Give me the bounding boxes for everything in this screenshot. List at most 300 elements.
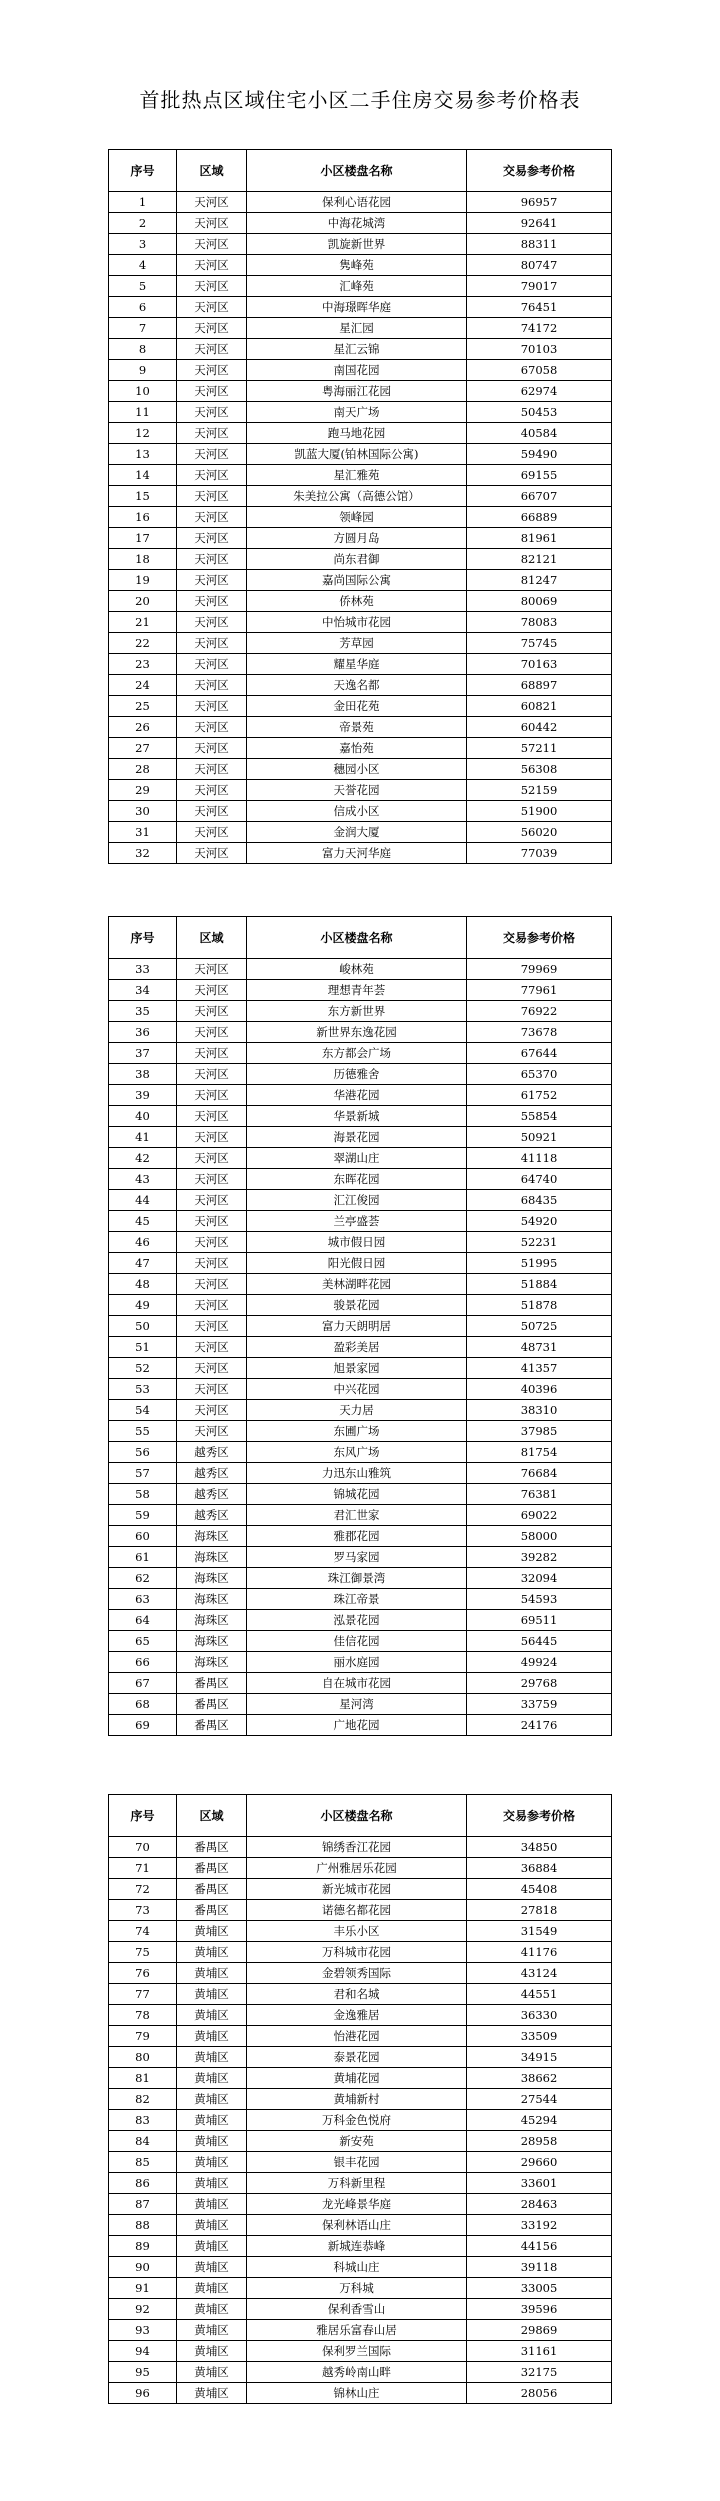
table-row xyxy=(109,549,612,570)
reference-price-cell: 77039 xyxy=(467,843,612,864)
estate-name-cell: 诺德名都花园 xyxy=(247,1900,467,1921)
reference-price-cell: 31161 xyxy=(467,2341,612,2362)
reference-price-cell: 77961 xyxy=(467,980,612,1001)
district-cell: 天河区 xyxy=(177,1379,247,1400)
district-cell: 天河区 xyxy=(177,591,247,612)
estate-name-cell: 天逸名都 xyxy=(247,675,467,696)
serial-number-cell: 80 xyxy=(109,2047,177,2068)
reference-price-cell: 45294 xyxy=(467,2110,612,2131)
district-cell: 黄埔区 xyxy=(177,1984,247,2005)
reference-price-cell: 34915 xyxy=(467,2047,612,2068)
table-row xyxy=(109,1505,612,1526)
serial-number-cell: 76 xyxy=(109,1963,177,1984)
serial-number-cell: 2 xyxy=(109,213,177,234)
estate-name-cell: 罗马家园 xyxy=(247,1547,467,1568)
reference-price-cell: 56020 xyxy=(467,822,612,843)
serial-number-cell: 8 xyxy=(109,339,177,360)
reference-price-cell: 24176 xyxy=(467,1715,612,1736)
estate-name-cell: 珠江御景湾 xyxy=(247,1568,467,1589)
reference-price-cell: 68897 xyxy=(467,675,612,696)
estate-name-cell: 锦城花园 xyxy=(247,1484,467,1505)
serial-number-cell: 9 xyxy=(109,360,177,381)
district-cell: 天河区 xyxy=(177,612,247,633)
district-cell: 黄埔区 xyxy=(177,2026,247,2047)
estate-name-cell: 中兴花园 xyxy=(247,1379,467,1400)
district-cell: 黄埔区 xyxy=(177,2110,247,2131)
serial-number-cell: 81 xyxy=(109,2068,177,2089)
table-row xyxy=(109,1921,612,1942)
serial-number-cell: 82 xyxy=(109,2089,177,2110)
district-cell: 天河区 xyxy=(177,234,247,255)
serial-number-cell: 38 xyxy=(109,1064,177,1085)
table-row xyxy=(109,1274,612,1295)
reference-price-cell: 52231 xyxy=(467,1232,612,1253)
serial-number-cell: 68 xyxy=(109,1694,177,1715)
table-row xyxy=(109,1963,612,1984)
table-row xyxy=(109,213,612,234)
estate-name-cell: 跑马地花园 xyxy=(247,423,467,444)
district-cell: 黄埔区 xyxy=(177,2131,247,2152)
serial-number-cell: 40 xyxy=(109,1106,177,1127)
table-row xyxy=(109,381,612,402)
reference-price-cell: 49924 xyxy=(467,1652,612,1673)
reference-price-cell: 73678 xyxy=(467,1022,612,1043)
district-cell: 黄埔区 xyxy=(177,2152,247,2173)
header-serial-number: 序号 xyxy=(109,1795,177,1837)
reference-price-cell: 34850 xyxy=(467,1837,612,1858)
estate-name-cell: 领峰园 xyxy=(247,507,467,528)
serial-number-cell: 45 xyxy=(109,1211,177,1232)
serial-number-cell: 31 xyxy=(109,822,177,843)
estate-name-cell: 雅郡花园 xyxy=(247,1526,467,1547)
district-cell: 海珠区 xyxy=(177,1526,247,1547)
estate-name-cell: 越秀岭南山畔 xyxy=(247,2362,467,2383)
reference-price-cell: 32175 xyxy=(467,2362,612,2383)
page-title: 首批热点区域住宅小区二手住房交易参考价格表 xyxy=(139,88,581,112)
estate-name-cell: 天誉花园 xyxy=(247,780,467,801)
district-cell: 海珠区 xyxy=(177,1568,247,1589)
estate-name-cell: 嘉怡苑 xyxy=(247,738,467,759)
district-cell: 天河区 xyxy=(177,1064,247,1085)
district-cell: 天河区 xyxy=(177,1253,247,1274)
district-cell: 番禺区 xyxy=(177,1900,247,1921)
district-cell: 黄埔区 xyxy=(177,2383,247,2404)
district-cell: 越秀区 xyxy=(177,1442,247,1463)
reference-price-cell: 48731 xyxy=(467,1337,612,1358)
table-row xyxy=(109,276,612,297)
reference-price-cell: 51878 xyxy=(467,1295,612,1316)
estate-name-cell: 东圃广场 xyxy=(247,1421,467,1442)
table-row xyxy=(109,2236,612,2257)
table-row xyxy=(109,1022,612,1043)
serial-number-cell: 64 xyxy=(109,1610,177,1631)
district-cell: 天河区 xyxy=(177,1085,247,1106)
district-cell: 黄埔区 xyxy=(177,2068,247,2089)
reference-price-cell: 29768 xyxy=(467,1673,612,1694)
table-row xyxy=(109,528,612,549)
reference-price-cell: 67644 xyxy=(467,1043,612,1064)
serial-number-cell: 48 xyxy=(109,1274,177,1295)
serial-number-cell: 87 xyxy=(109,2194,177,2215)
serial-number-cell: 47 xyxy=(109,1253,177,1274)
serial-number-cell: 83 xyxy=(109,2110,177,2131)
serial-number-cell: 21 xyxy=(109,612,177,633)
reference-price-cell: 33509 xyxy=(467,2026,612,2047)
serial-number-cell: 19 xyxy=(109,570,177,591)
estate-name-cell: 中海璟晖华庭 xyxy=(247,297,467,318)
reference-price-cell: 76684 xyxy=(467,1463,612,1484)
estate-name-cell: 理想青年荟 xyxy=(247,980,467,1001)
table-row xyxy=(109,2362,612,2383)
district-cell: 天河区 xyxy=(177,1148,247,1169)
reference-price-cell: 33759 xyxy=(467,1694,612,1715)
reference-price-cell: 31549 xyxy=(467,1921,612,1942)
district-cell: 天河区 xyxy=(177,801,247,822)
estate-name-cell: 旭景家园 xyxy=(247,1358,467,1379)
table-row xyxy=(109,2215,612,2236)
serial-number-cell: 59 xyxy=(109,1505,177,1526)
serial-number-cell: 84 xyxy=(109,2131,177,2152)
district-cell: 黄埔区 xyxy=(177,2341,247,2362)
table-row xyxy=(109,2383,612,2404)
estate-name-cell: 新世界东逸花园 xyxy=(247,1022,467,1043)
estate-name-cell: 黄埔新村 xyxy=(247,2089,467,2110)
table-row xyxy=(109,1211,612,1232)
district-cell: 黄埔区 xyxy=(177,2047,247,2068)
district-cell: 天河区 xyxy=(177,696,247,717)
table-row xyxy=(109,2320,612,2341)
reference-price-cell: 79969 xyxy=(467,959,612,980)
district-cell: 番禺区 xyxy=(177,1879,247,1900)
district-cell: 黄埔区 xyxy=(177,1963,247,1984)
district-cell: 番禺区 xyxy=(177,1673,247,1694)
table-row xyxy=(109,1232,612,1253)
estate-name-cell: 保利香雪山 xyxy=(247,2299,467,2320)
reference-price-cell: 33601 xyxy=(467,2173,612,2194)
estate-name-cell: 芳草园 xyxy=(247,633,467,654)
district-cell: 天河区 xyxy=(177,255,247,276)
table-row xyxy=(109,717,612,738)
table-row xyxy=(109,339,612,360)
table-row xyxy=(109,1337,612,1358)
reference-price-cell: 36330 xyxy=(467,2005,612,2026)
reference-price-cell: 40584 xyxy=(467,423,612,444)
table-row xyxy=(109,1127,612,1148)
district-cell: 天河区 xyxy=(177,1337,247,1358)
estate-name-cell: 锦林山庄 xyxy=(247,2383,467,2404)
serial-number-cell: 7 xyxy=(109,318,177,339)
reference-price-cell: 92641 xyxy=(467,213,612,234)
table-row xyxy=(109,2110,612,2131)
table-row xyxy=(109,1358,612,1379)
reference-price-cell: 70103 xyxy=(467,339,612,360)
reference-price-cell: 70163 xyxy=(467,654,612,675)
estate-name-cell: 保利心语花园 xyxy=(247,192,467,213)
serial-number-cell: 32 xyxy=(109,843,177,864)
reference-price-cell: 44551 xyxy=(467,1984,612,2005)
district-cell: 天河区 xyxy=(177,423,247,444)
district-cell: 天河区 xyxy=(177,1295,247,1316)
serial-number-cell: 62 xyxy=(109,1568,177,1589)
table-row xyxy=(109,2026,612,2047)
price-table xyxy=(108,149,612,864)
serial-number-cell: 67 xyxy=(109,1673,177,1694)
reference-price-cell: 44156 xyxy=(467,2236,612,2257)
district-cell: 越秀区 xyxy=(177,1505,247,1526)
table-row xyxy=(109,2299,612,2320)
district-cell: 天河区 xyxy=(177,675,247,696)
table-row xyxy=(109,612,612,633)
reference-price-cell: 69511 xyxy=(467,1610,612,1631)
estate-name-cell: 富力天河华庭 xyxy=(247,843,467,864)
table-row xyxy=(109,1942,612,1963)
reference-price-cell: 59490 xyxy=(467,444,612,465)
district-cell: 天河区 xyxy=(177,959,247,980)
estate-name-cell: 朱美拉公寓（高德公馆） xyxy=(247,486,467,507)
district-cell: 天河区 xyxy=(177,980,247,1001)
estate-name-cell: 兰亭盛荟 xyxy=(247,1211,467,1232)
estate-name-cell: 珠江帝景 xyxy=(247,1589,467,1610)
district-cell: 海珠区 xyxy=(177,1652,247,1673)
table-row xyxy=(109,318,612,339)
estate-name-cell: 金润大厦 xyxy=(247,822,467,843)
table-row xyxy=(109,2257,612,2278)
serial-number-cell: 23 xyxy=(109,654,177,675)
reference-price-cell: 37985 xyxy=(467,1421,612,1442)
district-cell: 天河区 xyxy=(177,1421,247,1442)
reference-price-cell: 60821 xyxy=(467,696,612,717)
estate-name-cell: 盈彩美居 xyxy=(247,1337,467,1358)
district-cell: 天河区 xyxy=(177,738,247,759)
reference-price-cell: 52159 xyxy=(467,780,612,801)
district-cell: 越秀区 xyxy=(177,1463,247,1484)
table-row xyxy=(109,2089,612,2110)
estate-name-cell: 南国花园 xyxy=(247,360,467,381)
estate-name-cell: 丽水庭园 xyxy=(247,1652,467,1673)
district-cell: 天河区 xyxy=(177,1232,247,1253)
estate-name-cell: 君和名城 xyxy=(247,1984,467,2005)
reference-price-cell: 69155 xyxy=(467,465,612,486)
district-cell: 天河区 xyxy=(177,759,247,780)
serial-number-cell: 69 xyxy=(109,1715,177,1736)
estate-name-cell: 力迅东山雅筑 xyxy=(247,1463,467,1484)
district-cell: 天河区 xyxy=(177,213,247,234)
serial-number-cell: 5 xyxy=(109,276,177,297)
table-row xyxy=(109,423,612,444)
estate-name-cell: 嘉尚国际公寓 xyxy=(247,570,467,591)
serial-number-cell: 13 xyxy=(109,444,177,465)
estate-name-cell: 金田花苑 xyxy=(247,696,467,717)
table-header-row xyxy=(109,917,612,959)
table-row xyxy=(109,1631,612,1652)
district-cell: 黄埔区 xyxy=(177,2320,247,2341)
district-cell: 天河区 xyxy=(177,1127,247,1148)
estate-name-cell: 保利林语山庄 xyxy=(247,2215,467,2236)
serial-number-cell: 63 xyxy=(109,1589,177,1610)
table-row xyxy=(109,1568,612,1589)
reference-price-cell: 60442 xyxy=(467,717,612,738)
estate-name-cell: 新光城市花园 xyxy=(247,1879,467,1900)
district-cell: 天河区 xyxy=(177,717,247,738)
table-row xyxy=(109,1295,612,1316)
reference-price-cell: 33192 xyxy=(467,2215,612,2236)
district-cell: 天河区 xyxy=(177,780,247,801)
header-reference-price: 交易参考价格 xyxy=(467,917,612,959)
district-cell: 天河区 xyxy=(177,654,247,675)
district-cell: 海珠区 xyxy=(177,1547,247,1568)
estate-name-cell: 龙光峰景华庭 xyxy=(247,2194,467,2215)
table-row xyxy=(109,1610,612,1631)
estate-name-cell: 万科新里程 xyxy=(247,2173,467,2194)
table-row xyxy=(109,234,612,255)
serial-number-cell: 53 xyxy=(109,1379,177,1400)
district-cell: 天河区 xyxy=(177,549,247,570)
reference-price-cell: 56445 xyxy=(467,1631,612,1652)
district-cell: 天河区 xyxy=(177,402,247,423)
table-header-row xyxy=(109,1795,612,1837)
table-row xyxy=(109,2173,612,2194)
reference-price-cell: 54593 xyxy=(467,1589,612,1610)
estate-name-cell: 天力居 xyxy=(247,1400,467,1421)
reference-price-cell: 50921 xyxy=(467,1127,612,1148)
table-row xyxy=(109,2152,612,2173)
header-district: 区域 xyxy=(177,1795,247,1837)
table-row xyxy=(109,633,612,654)
estate-name-cell: 科城山庄 xyxy=(247,2257,467,2278)
estate-name-cell: 尚东君御 xyxy=(247,549,467,570)
table-row xyxy=(109,486,612,507)
district-cell: 天河区 xyxy=(177,297,247,318)
estate-name-cell: 耀星华庭 xyxy=(247,654,467,675)
serial-number-cell: 86 xyxy=(109,2173,177,2194)
district-cell: 天河区 xyxy=(177,1043,247,1064)
district-cell: 黄埔区 xyxy=(177,1942,247,1963)
district-cell: 天河区 xyxy=(177,339,247,360)
reference-price-cell: 74172 xyxy=(467,318,612,339)
table-row xyxy=(109,675,612,696)
reference-price-cell: 79017 xyxy=(467,276,612,297)
estate-name-cell: 华港花园 xyxy=(247,1085,467,1106)
table-row xyxy=(109,1652,612,1673)
serial-number-cell: 20 xyxy=(109,591,177,612)
reference-price-cell: 56308 xyxy=(467,759,612,780)
serial-number-cell: 18 xyxy=(109,549,177,570)
estate-name-cell: 万科城市花园 xyxy=(247,1942,467,1963)
serial-number-cell: 44 xyxy=(109,1190,177,1211)
district-cell: 黄埔区 xyxy=(177,2089,247,2110)
estate-name-cell: 阳光假日园 xyxy=(247,1253,467,1274)
serial-number-cell: 66 xyxy=(109,1652,177,1673)
table-row xyxy=(109,1400,612,1421)
serial-number-cell: 22 xyxy=(109,633,177,654)
reference-price-cell: 38662 xyxy=(467,2068,612,2089)
district-cell: 天河区 xyxy=(177,360,247,381)
district-cell: 海珠区 xyxy=(177,1631,247,1652)
estate-name-cell: 金碧领秀国际 xyxy=(247,1963,467,1984)
reference-price-cell: 40396 xyxy=(467,1379,612,1400)
district-cell: 海珠区 xyxy=(177,1589,247,1610)
district-cell: 黄埔区 xyxy=(177,2005,247,2026)
district-cell: 海珠区 xyxy=(177,1610,247,1631)
serial-number-cell: 52 xyxy=(109,1358,177,1379)
serial-number-cell: 10 xyxy=(109,381,177,402)
serial-number-cell: 41 xyxy=(109,1127,177,1148)
reference-price-cell: 66889 xyxy=(467,507,612,528)
serial-number-cell: 94 xyxy=(109,2341,177,2362)
table-row xyxy=(109,801,612,822)
table-row xyxy=(109,1715,612,1736)
table-row xyxy=(109,980,612,1001)
reference-price-cell: 41357 xyxy=(467,1358,612,1379)
serial-number-cell: 30 xyxy=(109,801,177,822)
district-cell: 黄埔区 xyxy=(177,2362,247,2383)
table-row xyxy=(109,696,612,717)
district-cell: 番禺区 xyxy=(177,1858,247,1879)
estate-name-cell: 翠湖山庄 xyxy=(247,1148,467,1169)
serial-number-cell: 39 xyxy=(109,1085,177,1106)
reference-price-cell: 80747 xyxy=(467,255,612,276)
serial-number-cell: 55 xyxy=(109,1421,177,1442)
reference-price-cell: 65370 xyxy=(467,1064,612,1085)
table-row xyxy=(109,654,612,675)
serial-number-cell: 79 xyxy=(109,2026,177,2047)
reference-price-cell: 51884 xyxy=(467,1274,612,1295)
serial-number-cell: 24 xyxy=(109,675,177,696)
serial-number-cell: 29 xyxy=(109,780,177,801)
serial-number-cell: 46 xyxy=(109,1232,177,1253)
estate-name-cell: 新城连恭峰 xyxy=(247,2236,467,2257)
table-row xyxy=(109,1379,612,1400)
reference-price-cell: 27818 xyxy=(467,1900,612,1921)
district-cell: 天河区 xyxy=(177,570,247,591)
estate-name-cell: 中怡城市花园 xyxy=(247,612,467,633)
estate-name-cell: 星河湾 xyxy=(247,1694,467,1715)
serial-number-cell: 14 xyxy=(109,465,177,486)
serial-number-cell: 51 xyxy=(109,1337,177,1358)
table-row xyxy=(109,1001,612,1022)
serial-number-cell: 17 xyxy=(109,528,177,549)
district-cell: 天河区 xyxy=(177,381,247,402)
district-cell: 黄埔区 xyxy=(177,2194,247,2215)
reference-price-cell: 41176 xyxy=(467,1942,612,1963)
estate-name-cell: 佳信花园 xyxy=(247,1631,467,1652)
district-cell: 黄埔区 xyxy=(177,2257,247,2278)
estate-name-cell: 怡港花园 xyxy=(247,2026,467,2047)
estate-name-cell: 城市假日园 xyxy=(247,1232,467,1253)
reference-price-cell: 41118 xyxy=(467,1148,612,1169)
serial-number-cell: 70 xyxy=(109,1837,177,1858)
reference-price-cell: 28056 xyxy=(467,2383,612,2404)
table-row xyxy=(109,255,612,276)
table-row xyxy=(109,1673,612,1694)
reference-price-cell: 96957 xyxy=(467,192,612,213)
table-row xyxy=(109,1106,612,1127)
district-cell: 天河区 xyxy=(177,1106,247,1127)
table-row xyxy=(109,1421,612,1442)
serial-number-cell: 11 xyxy=(109,402,177,423)
district-cell: 黄埔区 xyxy=(177,2215,247,2236)
district-cell: 黄埔区 xyxy=(177,1921,247,1942)
serial-number-cell: 33 xyxy=(109,959,177,980)
header-reference-price: 交易参考价格 xyxy=(467,150,612,192)
reference-price-cell: 80069 xyxy=(467,591,612,612)
estate-name-cell: 历德雅舍 xyxy=(247,1064,467,1085)
reference-price-cell: 76381 xyxy=(467,1484,612,1505)
table-row xyxy=(109,1442,612,1463)
district-cell: 天河区 xyxy=(177,1274,247,1295)
header-estate-name: 小区楼盘名称 xyxy=(247,150,467,192)
table-row xyxy=(109,1148,612,1169)
